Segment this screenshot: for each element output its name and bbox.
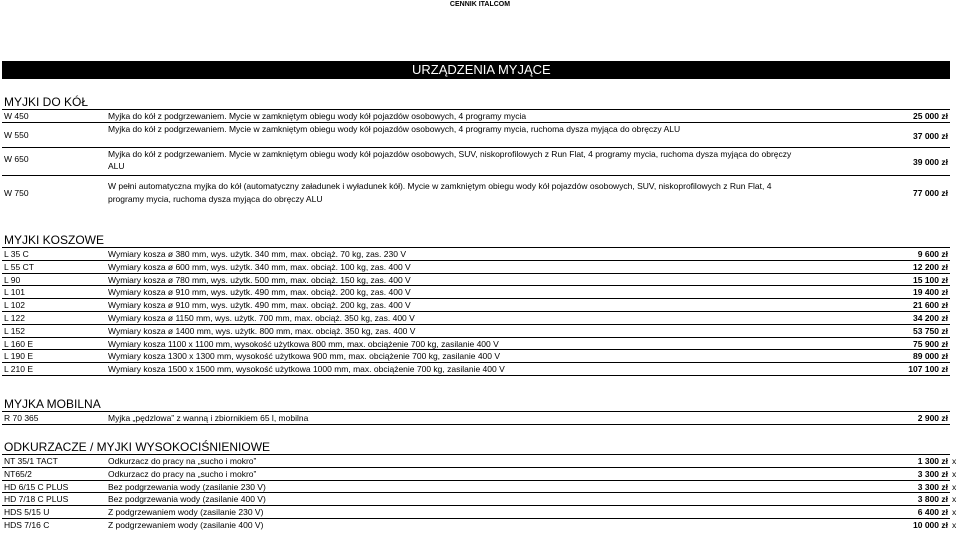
- product-code: W 450: [4, 111, 29, 121]
- product-price: 9 600 zł: [917, 249, 948, 259]
- product-price: 37 000 zł: [913, 130, 948, 141]
- product-code: W 650: [4, 153, 29, 164]
- product-description: Z podgrzewaniem wody (zasilanie 230 V): [108, 507, 264, 518]
- row-suffix: x: [952, 468, 957, 479]
- product-code: HD 6/15 C PLUS: [4, 481, 69, 492]
- product-code: L 102: [4, 300, 25, 311]
- table-row: [2, 493, 957, 506]
- product-description: Wymiary kosza 1500 x 1500 mm, wysokość użytkowa 1000 mm, max. obciążenie 700 kg, zasilanie 400 V: [108, 364, 505, 375]
- product-code: NT 35/1 TACT: [4, 456, 58, 466]
- table-row: [2, 312, 950, 325]
- section-vacuums-pressure-washers: [2, 440, 957, 532]
- section-title: MYJKA MOBILNA: [2, 397, 950, 412]
- product-price: 3 300 zł: [917, 468, 948, 479]
- product-code: W 750: [4, 187, 29, 198]
- product-code: HD 7/18 C PLUS: [4, 494, 69, 505]
- product-code: W 550: [4, 129, 29, 140]
- row-suffix: x: [952, 456, 957, 466]
- product-price: 107 100 zł: [908, 364, 948, 375]
- product-price: 39 000 zł: [913, 156, 948, 167]
- section-title: ODKURZACZE / MYJKI WYSOKOCIŚNIENIOWE: [2, 440, 950, 455]
- table-row: [2, 248, 950, 261]
- product-code: L 55 CT: [4, 261, 34, 272]
- product-description: Z podgrzewaniem wody (zasilanie 400 V): [108, 519, 264, 530]
- product-price: 77 000 zł: [913, 187, 948, 198]
- product-price: 89 000 zł: [913, 351, 948, 362]
- table-row: [2, 350, 950, 363]
- product-description: Bez podgrzewania wody (zasilanie 230 V): [108, 481, 266, 492]
- product-code: L 160 E: [4, 338, 33, 349]
- table-row: [2, 148, 950, 176]
- product-description: Odkurzacz do pracy na „sucho i mokro”: [108, 456, 257, 466]
- row-suffix: x: [952, 481, 957, 492]
- product-price: 34 200 zł: [913, 312, 948, 323]
- table-row: [2, 176, 950, 209]
- category-banner: URZĄDZENIA MYJĄCE: [2, 61, 950, 79]
- table-row: [2, 325, 950, 338]
- section-title: MYJKI KOSZOWE: [2, 233, 950, 248]
- section-basket-washers: [2, 233, 950, 376]
- row-suffix: x: [952, 519, 957, 530]
- product-code: L 152: [4, 325, 25, 336]
- product-description: Myjka do kół z podgrzewaniem. Mycie w zamkniętym obiegu wody kół pojazdów osobowych, SUV, niskoprofilowych z Run Flat, 4 programy mycia, ruchoma dysza myjąca do obręczy ALU: [108, 148, 792, 171]
- product-code: L 122: [4, 312, 25, 323]
- product-description: Wymiary kosza ø 600 mm, wys. użytk. 340 mm, max. obciąż. 100 kg, zas. 400 V: [108, 261, 411, 272]
- table-row: [2, 286, 950, 299]
- table-row: [2, 123, 950, 148]
- table-row: [2, 519, 957, 532]
- product-price: 75 900 zł: [913, 338, 948, 349]
- product-description: Bez podgrzewania wody (zasilanie 400 V): [108, 494, 266, 505]
- product-description: Wymiary kosza ø 380 mm, wys. użytk. 340 mm, max. obciąż. 70 kg, zas. 230 V: [108, 249, 406, 259]
- product-code: L 190 E: [4, 351, 33, 362]
- table-row: [2, 468, 957, 481]
- product-price: 15 100 zł: [913, 274, 948, 285]
- table-row: [2, 338, 950, 351]
- product-price: 12 200 zł: [913, 261, 948, 272]
- product-price: 21 600 zł: [913, 300, 948, 311]
- product-description: Wymiary kosza ø 780 mm, wys. użytk. 500 mm, max. obciąż. 150 kg, zas. 400 V: [108, 274, 411, 285]
- product-code: L 101: [4, 287, 25, 298]
- product-description: Wymiary kosza ø 1150 mm, wys. użytk. 700 mm, max. obciąż. 350 kg, zas. 400 V: [108, 312, 415, 323]
- table-row: [2, 110, 950, 123]
- product-price: 25 000 zł: [913, 111, 948, 121]
- section-mobile-washer: [2, 397, 950, 425]
- table-row: [2, 363, 950, 376]
- document-header: CENNIK ITALCOM: [449, 1, 511, 8]
- product-code: R 70 365: [4, 413, 39, 423]
- product-description: Wymiary kosza ø 910 mm, wys. użytk. 490 mm, max. obciąż. 200 kg, zas. 400 V: [108, 300, 411, 311]
- product-description: Myjka do kół z podgrzewaniem. Mycie w zamkniętym obiegu wody kół pojazdów osobowych, 4 programy mycia, ruchoma dysza myjąca do obręczy ALU: [108, 123, 681, 134]
- table-row: [2, 412, 950, 425]
- product-code: HDS 5/15 U: [4, 507, 50, 518]
- product-code: L 35 C: [4, 249, 29, 259]
- section-wheel-washers: [2, 95, 950, 209]
- product-price: 10 000 zł: [913, 519, 948, 530]
- table-row: [2, 506, 957, 519]
- product-price: 3 800 zł: [917, 494, 948, 505]
- table-row: [2, 455, 957, 468]
- product-price: 6 400 zł: [917, 507, 948, 518]
- product-description: Odkurzacz do pracy na „sucho i mokro”: [108, 468, 257, 479]
- product-description: Wymiary kosza 1100 x 1100 mm, wysokość użytkowa 800 mm, max. obciążenie 700 kg, zasilanie 400 V: [108, 338, 499, 349]
- product-description: Wymiary kosza 1300 x 1300 mm, wysokość użytkowa 900 mm, max. obciążenie 700 kg, zasilanie 400 V: [108, 351, 501, 362]
- product-code: L 210 E: [4, 364, 33, 375]
- product-price: 1 300 zł: [917, 456, 948, 466]
- table-row: [2, 299, 950, 312]
- product-price: 3 300 zł: [917, 481, 948, 492]
- table-row: [2, 481, 957, 494]
- product-code: HDS 7/16 C: [4, 519, 50, 530]
- product-description: Myjka do kół z podgrzewaniem. Mycie w zamkniętym obiegu wody kół pojazdów osobowych, 4 programy mycia: [108, 111, 527, 121]
- product-price: 2 900 zł: [917, 413, 948, 423]
- product-code: NT65/2: [4, 468, 32, 479]
- product-price: 53 750 zł: [913, 325, 948, 336]
- product-description: Myjka „pędzlowa” z wanną i zbiornikiem 65 l, mobilna: [108, 413, 309, 423]
- row-suffix: x: [952, 494, 957, 505]
- table-row: [2, 261, 950, 274]
- product-description: W pełni automatyczna myjka do kół (automatyczny załadunek i wyładunek kół). Mycie w zamkniętym obiegu wody kół pojazdów osobowych, SUV, niskoprofilowych z Run Flat, 4 programy mycia, ruchoma dysza myjąca do obręczy ALU: [108, 180, 772, 204]
- row-suffix: x: [952, 507, 957, 518]
- product-description: Wymiary kosza ø 1400 mm, wys. użytk. 800 mm, max. obciąż. 350 kg, zas. 400 V: [108, 325, 416, 336]
- product-code: L 90: [4, 274, 21, 285]
- product-description: Wymiary kosza ø 910 mm, wys. użytk. 490 mm, max. obciąż. 200 kg, zas. 400 V: [108, 287, 411, 298]
- product-price: 19 400 zł: [913, 287, 948, 298]
- table-row: [2, 274, 950, 287]
- section-title: MYJKI DO KÓŁ: [2, 95, 950, 110]
